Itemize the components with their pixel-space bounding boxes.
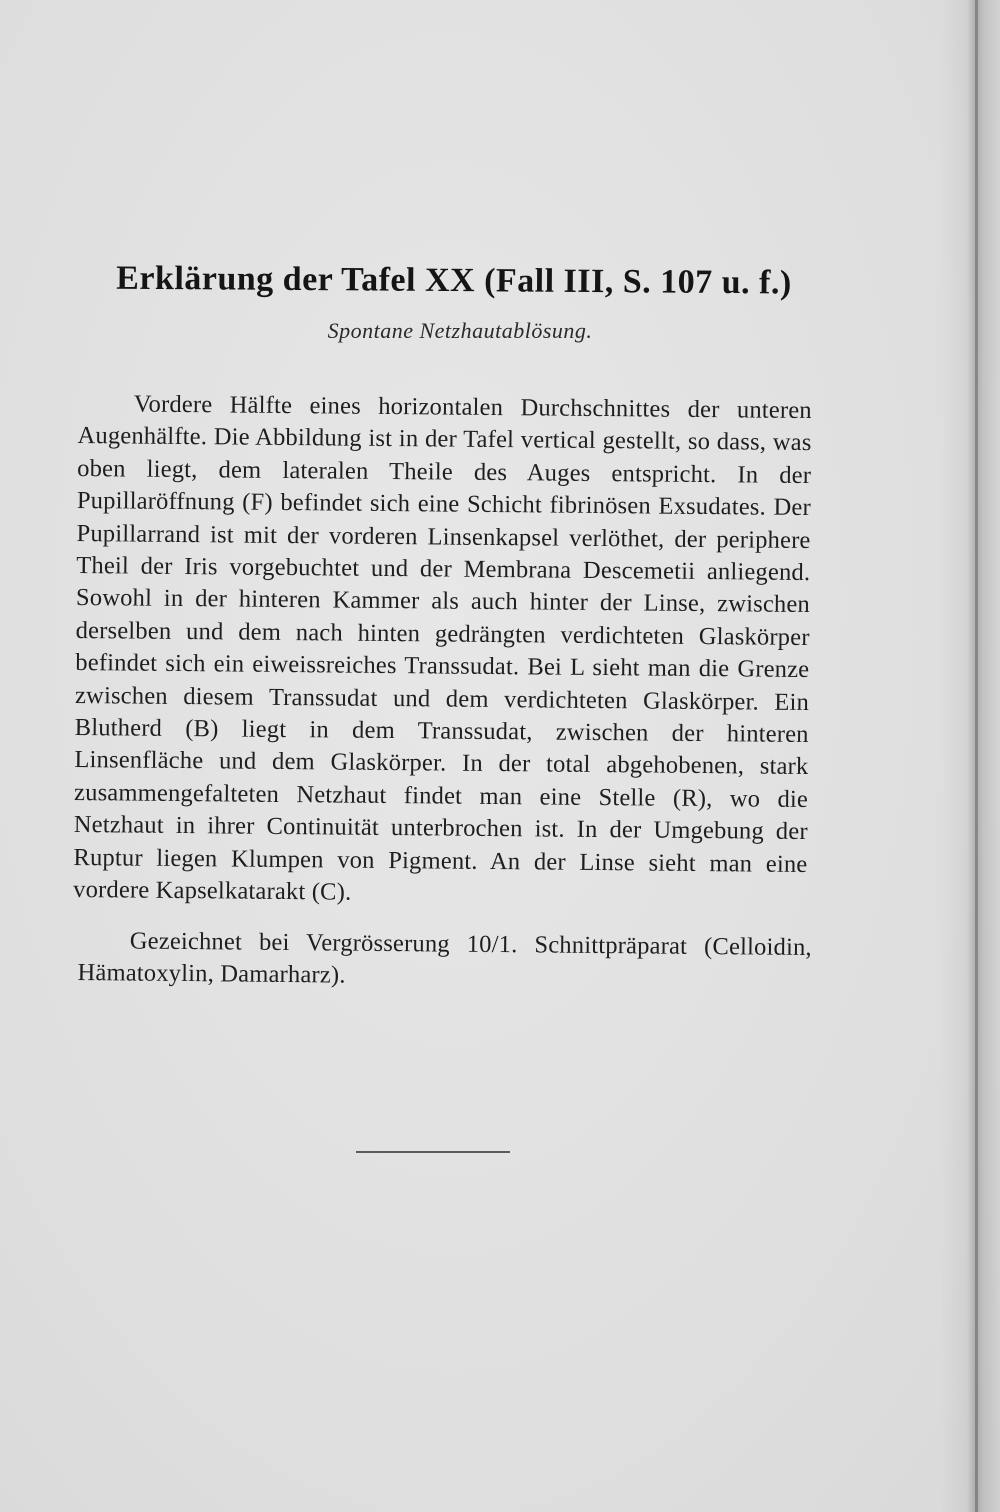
page-edge-shadow bbox=[940, 0, 1000, 1512]
page-edge-line bbox=[975, 0, 978, 1512]
preparation-note-paragraph: Gezeichnet bei Vergrösserung 10/1. Schnittpräparat (Celloidin, Hämatoxylin, Damarharz). bbox=[77, 926, 812, 989]
page-subtitle: Spontane Netzhautablösung. bbox=[327, 318, 593, 343]
horizontal-rule bbox=[356, 1151, 510, 1153]
page-content bbox=[73, 259, 812, 989]
page-title: Erklärung der Tafel XX (Fall III, S. 107 u. f.) bbox=[116, 259, 792, 302]
description-paragraph: Vordere Hälfte eines horizontalen Durchschnittes der unteren Augenhälfte. Die Abbildung ist in der Tafel vertical gestellt, so dass, was oben liegt, dem lateralen Theile des Auges entspricht. In der Pupillaröffnung (F) befindet sich eine Schicht fibrinösen Exsudates. Der Pupillarrand ist mit der vorderen Linsenkapsel verlöthet, der periphere Theil der Iris vorgebuchtet und der Membrana Descemetii anliegend. Sowohl in der hinteren Kammer als auch hinter der Linse, zwischen derselben und dem nach hinten gedrängten verdichteten Glaskörper befindet sich ein eiweissreiches Transsudat. Bei L sieht man die Grenze zwischen diesem Transsudat und dem verdichteten Glaskörper. Ein Blutherd (B) liegt in dem Transsudat, zwischen der hinteren Linsenfläche und dem Glaskörper. In der total abgehobenen, stark zusammengefalteten Netzhaut findet man eine Stelle (R), wo die Netzhaut in ihrer Continuität unterbrochen ist. In der Umgebung der Ruptur liegen Klumpen von Pigment. An der Linse sieht man eine vordere Kapselkatarakt (C). bbox=[73, 390, 812, 906]
